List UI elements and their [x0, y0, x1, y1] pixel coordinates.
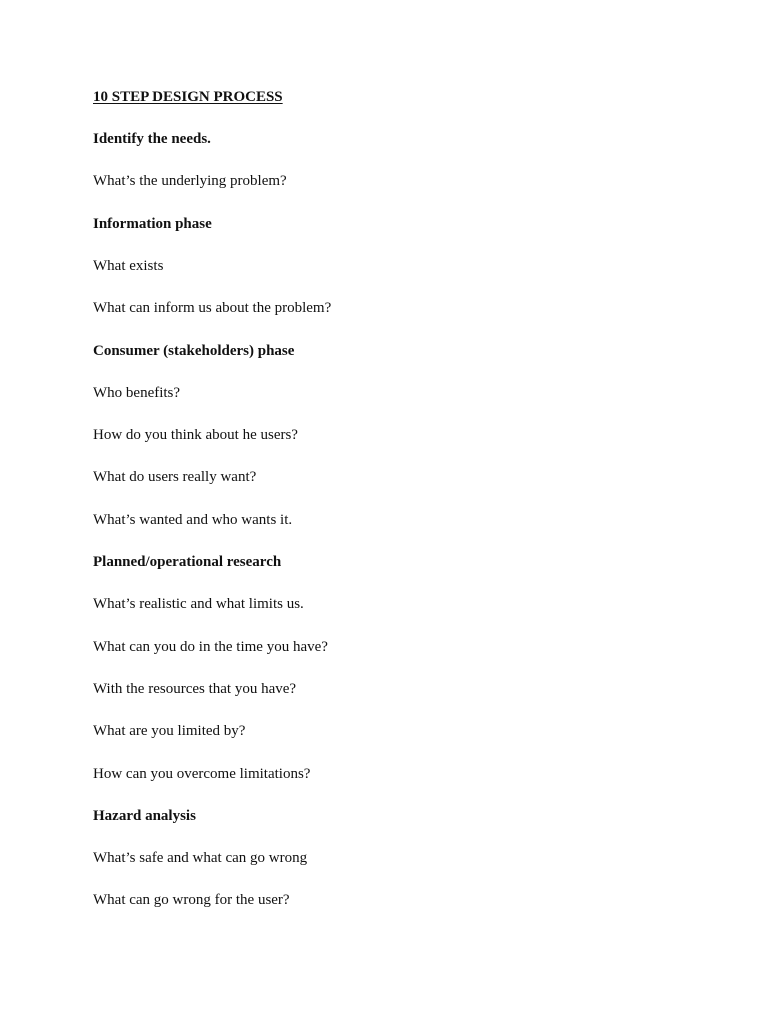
document-title: 10 STEP DESIGN PROCESS: [93, 89, 283, 105]
body-line: With the resources that you have?: [93, 681, 297, 697]
section-heading: Information phase: [93, 216, 212, 232]
body-line: What’s realistic and what limits us.: [93, 596, 304, 612]
body-line: What can you do in the time you have?: [93, 639, 328, 655]
body-line: What can go wrong for the user?: [93, 892, 290, 908]
body-line: What’s wanted and who wants it.: [93, 512, 293, 528]
body-line: What’s safe and what can go wrong: [93, 850, 308, 866]
body-line: How do you think about he users?: [93, 427, 298, 443]
body-line: How can you overcome limitations?: [93, 766, 311, 782]
section-heading: Identify the needs.: [93, 131, 211, 147]
body-line: What can inform us about the problem?: [93, 300, 332, 316]
section-heading: Consumer (stakeholders) phase: [93, 343, 295, 359]
body-line: What’s the underlying problem?: [93, 173, 287, 189]
body-line: Who benefits?: [93, 385, 181, 401]
section-heading: Hazard analysis: [93, 808, 196, 824]
body-line: What do users really want?: [93, 469, 257, 485]
body-line: What are you limited by?: [93, 723, 246, 739]
body-line: What exists: [93, 258, 164, 274]
section-heading: Planned/operational research: [93, 554, 282, 570]
